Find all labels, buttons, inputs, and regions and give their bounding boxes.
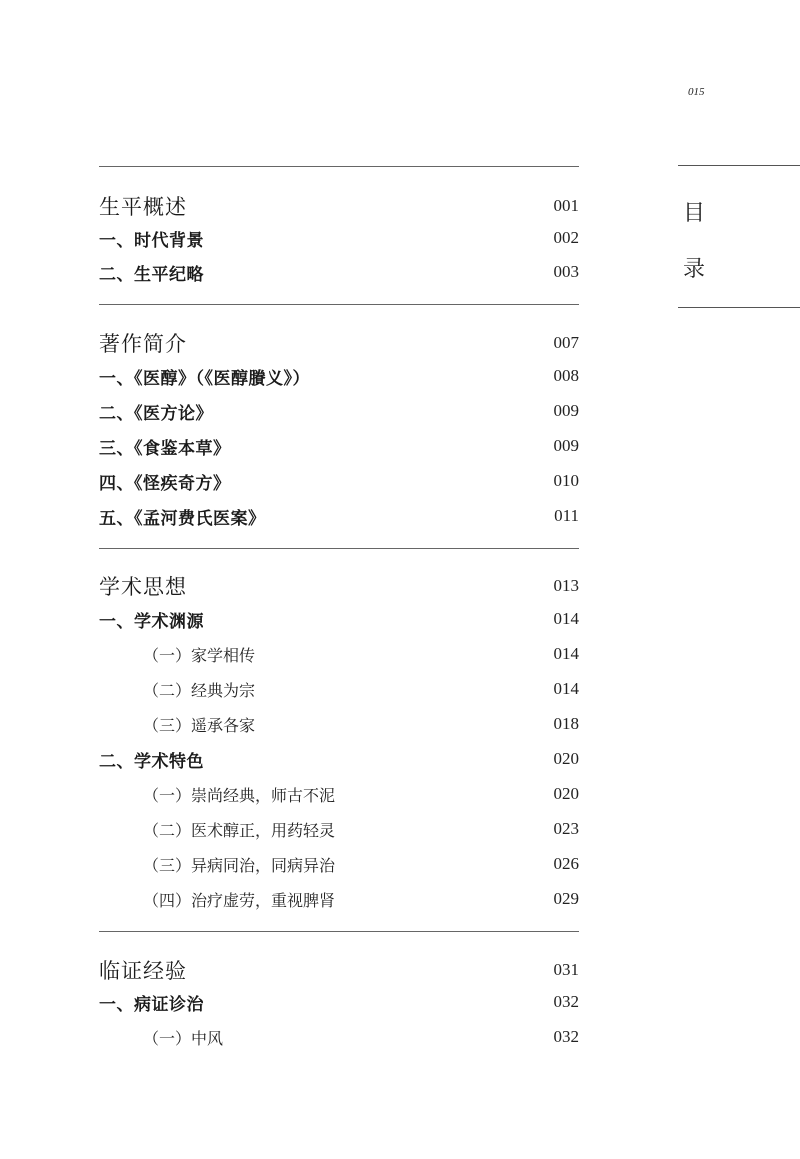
toc-page-number: 007 xyxy=(553,333,579,352)
toc-chapter-title: 学术思想 xyxy=(99,575,187,599)
toc-entry-title: 二、《医方论》 xyxy=(99,403,213,424)
toc-page-number: 014 xyxy=(553,679,579,698)
toc-entry-title: 二、生平纪略 xyxy=(99,264,204,285)
toc-page-number: 014 xyxy=(553,609,579,628)
toc-subentry[interactable] xyxy=(99,641,579,667)
toc-page-number: 023 xyxy=(553,819,579,838)
toc-subentry-title: （三）遥承各家 xyxy=(143,715,256,735)
side-heading-top-rule xyxy=(678,165,800,166)
toc-page-number: 020 xyxy=(553,749,579,768)
toc-entry[interactable] xyxy=(99,259,579,285)
toc-chapter-title: 生平概述 xyxy=(99,195,187,219)
toc-entry[interactable] xyxy=(99,746,579,772)
toc-page-number: 029 xyxy=(553,889,579,908)
toc-entry-title: 五、《孟河费氏医案》 xyxy=(99,508,266,529)
toc-subentry[interactable] xyxy=(99,676,579,702)
toc-subentry-title: （二）经典为宗 xyxy=(143,680,256,700)
toc-page-number: 031 xyxy=(553,960,579,979)
toc-subentry-title: （一）家学相传 xyxy=(143,645,256,665)
toc-subentry-title: （一）崇尚经典，师古不泥 xyxy=(143,785,336,805)
toc-entry[interactable] xyxy=(99,468,579,494)
side-heading-bottom-rule xyxy=(678,307,800,308)
toc-entry[interactable] xyxy=(99,503,579,529)
toc-entry[interactable] xyxy=(99,363,579,389)
toc-page-number: 018 xyxy=(553,714,579,733)
toc-entry-title: 三、《食鉴本草》 xyxy=(99,438,231,459)
toc-chapter[interactable] xyxy=(99,193,579,219)
toc-page-number: 008 xyxy=(553,366,579,385)
toc-subentry[interactable] xyxy=(99,1024,579,1050)
toc-page-number: 032 xyxy=(553,992,579,1011)
toc-entry-title: 四、《怪疾奇方》 xyxy=(99,473,231,494)
toc-subentry[interactable] xyxy=(99,781,579,807)
toc-page-number: 014 xyxy=(553,644,579,663)
toc-subentry-title: （二）医术醇正，用药轻灵 xyxy=(143,820,336,840)
page-number: 015 xyxy=(688,86,705,98)
toc-entry-title: 一、学术渊源 xyxy=(99,611,204,632)
toc-page-number: 001 xyxy=(553,196,579,215)
toc-subentry[interactable] xyxy=(99,851,579,877)
toc-page-number: 032 xyxy=(553,1027,579,1046)
toc-chapter[interactable] xyxy=(99,330,579,356)
toc-chapter[interactable] xyxy=(99,573,579,599)
toc-chapter-title: 临证经验 xyxy=(99,959,187,983)
toc-entry-title: 二、学术特色 xyxy=(99,751,204,772)
toc-entry[interactable] xyxy=(99,606,579,632)
toc-page-number: 020 xyxy=(553,784,579,803)
toc-page-number: 009 xyxy=(553,401,579,420)
toc-subentry[interactable] xyxy=(99,886,579,912)
toc-page-number: 011 xyxy=(554,506,579,525)
toc-page-number: 002 xyxy=(553,228,579,247)
toc-entry[interactable] xyxy=(99,989,579,1015)
toc-subentry[interactable] xyxy=(99,816,579,842)
chapter-rule xyxy=(99,304,579,305)
toc-chapter[interactable] xyxy=(99,957,579,983)
toc-entry[interactable] xyxy=(99,433,579,459)
toc-chapter-title: 著作简介 xyxy=(99,332,187,356)
toc-page-number: 013 xyxy=(553,576,579,595)
side-heading-char-2: 录 xyxy=(683,257,706,282)
toc-entry-title: 一、病证诊治 xyxy=(99,994,204,1015)
toc-page-number: 010 xyxy=(553,471,579,490)
chapter-rule xyxy=(99,548,579,549)
toc-page-number: 003 xyxy=(553,262,579,281)
toc-page-number: 026 xyxy=(553,854,579,873)
toc-subentry-title: （一）中风 xyxy=(143,1028,224,1048)
side-heading-char-1: 目 xyxy=(683,201,706,226)
toc-entry[interactable] xyxy=(99,225,579,251)
chapter-rule xyxy=(99,166,579,167)
chapter-rule xyxy=(99,931,579,932)
toc-subentry[interactable] xyxy=(99,711,579,737)
toc-entry[interactable] xyxy=(99,398,579,424)
toc-entry-title: 一、时代背景 xyxy=(99,230,204,251)
toc-page-number: 009 xyxy=(553,436,579,455)
toc-subentry-title: （四）治疗虚劳，重视脾肾 xyxy=(143,890,336,910)
toc-subentry-title: （三）异病同治，同病异治 xyxy=(143,855,336,875)
toc-entry-title: 一、《医醇》（《医醇賸义》） xyxy=(99,368,310,389)
